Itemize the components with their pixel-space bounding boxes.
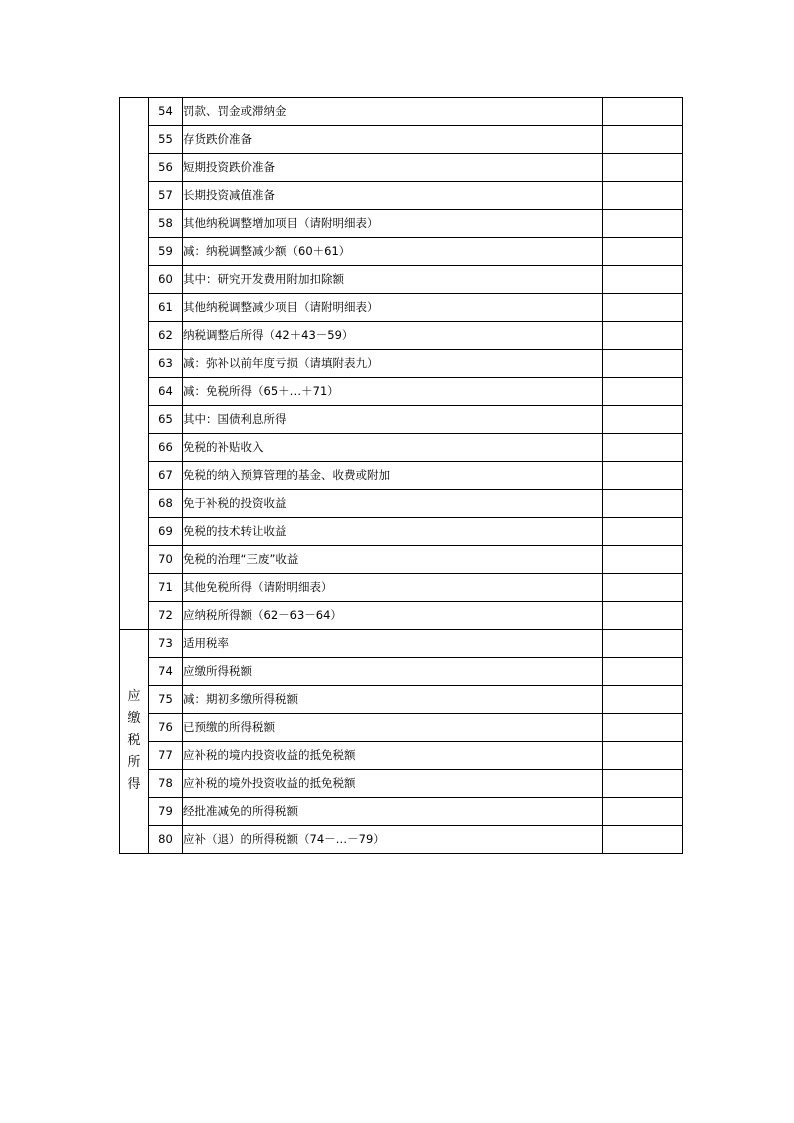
row-number: 78 xyxy=(149,770,183,798)
row-label: 免于补税的投资收益 xyxy=(183,490,603,518)
table-row xyxy=(120,182,683,210)
row-number: 60 xyxy=(149,266,183,294)
row-number: 71 xyxy=(149,574,183,602)
row-label: 长期投资减值准备 xyxy=(183,182,603,210)
row-number: 67 xyxy=(149,462,183,490)
row-number: 77 xyxy=(149,742,183,770)
table-row xyxy=(120,770,683,798)
table-row xyxy=(120,742,683,770)
table-row xyxy=(120,658,683,686)
amount-cell[interactable] xyxy=(603,490,683,518)
table-row xyxy=(120,98,683,126)
table-row xyxy=(120,154,683,182)
table-row xyxy=(120,238,683,266)
row-label: 应补税的境外投资收益的抵免税额 xyxy=(183,770,603,798)
section-cell-lower xyxy=(120,630,149,854)
amount-cell[interactable] xyxy=(603,826,683,854)
row-number: 59 xyxy=(149,238,183,266)
amount-cell[interactable] xyxy=(603,210,683,238)
amount-cell[interactable] xyxy=(603,686,683,714)
amount-cell[interactable] xyxy=(603,238,683,266)
amount-cell[interactable] xyxy=(603,98,683,126)
row-number: 62 xyxy=(149,322,183,350)
row-label: 其他纳税调整减少项目（请附明细表） xyxy=(183,294,603,322)
amount-cell[interactable] xyxy=(603,378,683,406)
row-number: 57 xyxy=(149,182,183,210)
tax-return-table xyxy=(119,97,683,854)
row-number: 56 xyxy=(149,154,183,182)
row-label: 适用税率 xyxy=(183,630,603,658)
amount-cell[interactable] xyxy=(603,742,683,770)
amount-cell[interactable] xyxy=(603,350,683,378)
row-label: 减：期初多缴所得税额 xyxy=(183,686,603,714)
amount-cell[interactable] xyxy=(603,462,683,490)
table-row xyxy=(120,574,683,602)
row-number: 66 xyxy=(149,434,183,462)
row-label: 罚款、罚金或滞纳金 xyxy=(183,98,603,126)
row-label: 应补税的境内投资收益的抵免税额 xyxy=(183,742,603,770)
row-number: 70 xyxy=(149,546,183,574)
section-cell-upper xyxy=(120,98,149,630)
row-label: 免税的治理“三废”收益 xyxy=(183,546,603,574)
table-row xyxy=(120,434,683,462)
row-number: 64 xyxy=(149,378,183,406)
row-label: 减：免税所得（65＋…＋71） xyxy=(183,378,603,406)
amount-cell[interactable] xyxy=(603,630,683,658)
table-row xyxy=(120,630,683,658)
table-row xyxy=(120,126,683,154)
amount-cell[interactable] xyxy=(603,658,683,686)
table-row xyxy=(120,714,683,742)
row-label: 减：弥补以前年度亏损（请填附表九） xyxy=(183,350,603,378)
table-row xyxy=(120,490,683,518)
table-row xyxy=(120,294,683,322)
amount-cell[interactable] xyxy=(603,126,683,154)
row-number: 73 xyxy=(149,630,183,658)
row-number: 68 xyxy=(149,490,183,518)
row-label: 减：纳税调整减少额（60＋61） xyxy=(183,238,603,266)
row-label: 其中：国债利息所得 xyxy=(183,406,603,434)
row-label: 应纳税所得额（62－63－64） xyxy=(183,602,603,630)
table-row xyxy=(120,462,683,490)
row-label: 已预缴的所得税额 xyxy=(183,714,603,742)
row-number: 55 xyxy=(149,126,183,154)
row-number: 58 xyxy=(149,210,183,238)
table-row xyxy=(120,210,683,238)
amount-cell[interactable] xyxy=(603,798,683,826)
row-label: 其中：研究开发费用附加扣除额 xyxy=(183,266,603,294)
row-number: 65 xyxy=(149,406,183,434)
amount-cell[interactable] xyxy=(603,602,683,630)
row-label: 存货跌价准备 xyxy=(183,126,603,154)
row-number: 69 xyxy=(149,518,183,546)
table-row xyxy=(120,406,683,434)
row-label: 其他免税所得（请附明细表） xyxy=(183,574,603,602)
amount-cell[interactable] xyxy=(603,714,683,742)
amount-cell[interactable] xyxy=(603,574,683,602)
amount-cell[interactable] xyxy=(603,266,683,294)
row-label: 纳税调整后所得（42＋43－59） xyxy=(183,322,603,350)
row-number: 75 xyxy=(149,686,183,714)
amount-cell[interactable] xyxy=(603,518,683,546)
amount-cell[interactable] xyxy=(603,182,683,210)
row-label: 短期投资跌价准备 xyxy=(183,154,603,182)
row-label: 免税的补贴收入 xyxy=(183,434,603,462)
row-number: 80 xyxy=(149,826,183,854)
row-number: 63 xyxy=(149,350,183,378)
row-label: 免税的纳入预算管理的基金、收费或附加 xyxy=(183,462,603,490)
row-number: 61 xyxy=(149,294,183,322)
table-row xyxy=(120,798,683,826)
table-row xyxy=(120,322,683,350)
table-row xyxy=(120,350,683,378)
row-number: 76 xyxy=(149,714,183,742)
table-row xyxy=(120,378,683,406)
row-label: 其他纳税调整增加项目（请附明细表） xyxy=(183,210,603,238)
row-label: 免税的技术转让收益 xyxy=(183,518,603,546)
row-number: 79 xyxy=(149,798,183,826)
row-label: 应补（退）的所得税额（74－…－79） xyxy=(183,826,603,854)
table-row xyxy=(120,266,683,294)
table-row xyxy=(120,602,683,630)
amount-cell[interactable] xyxy=(603,294,683,322)
amount-cell[interactable] xyxy=(603,154,683,182)
row-number: 74 xyxy=(149,658,183,686)
table-row xyxy=(120,826,683,854)
amount-cell[interactable] xyxy=(603,406,683,434)
amount-cell[interactable] xyxy=(603,770,683,798)
table-row xyxy=(120,686,683,714)
row-number: 54 xyxy=(149,98,183,126)
section-label-lower: 应缴税所得 xyxy=(127,688,141,792)
amount-cell[interactable] xyxy=(603,434,683,462)
amount-cell[interactable] xyxy=(603,322,683,350)
table-row xyxy=(120,518,683,546)
row-label: 应缴所得税额 xyxy=(183,658,603,686)
row-number: 72 xyxy=(149,602,183,630)
amount-cell[interactable] xyxy=(603,546,683,574)
table-row xyxy=(120,546,683,574)
row-label: 经批准减免的所得税额 xyxy=(183,798,603,826)
